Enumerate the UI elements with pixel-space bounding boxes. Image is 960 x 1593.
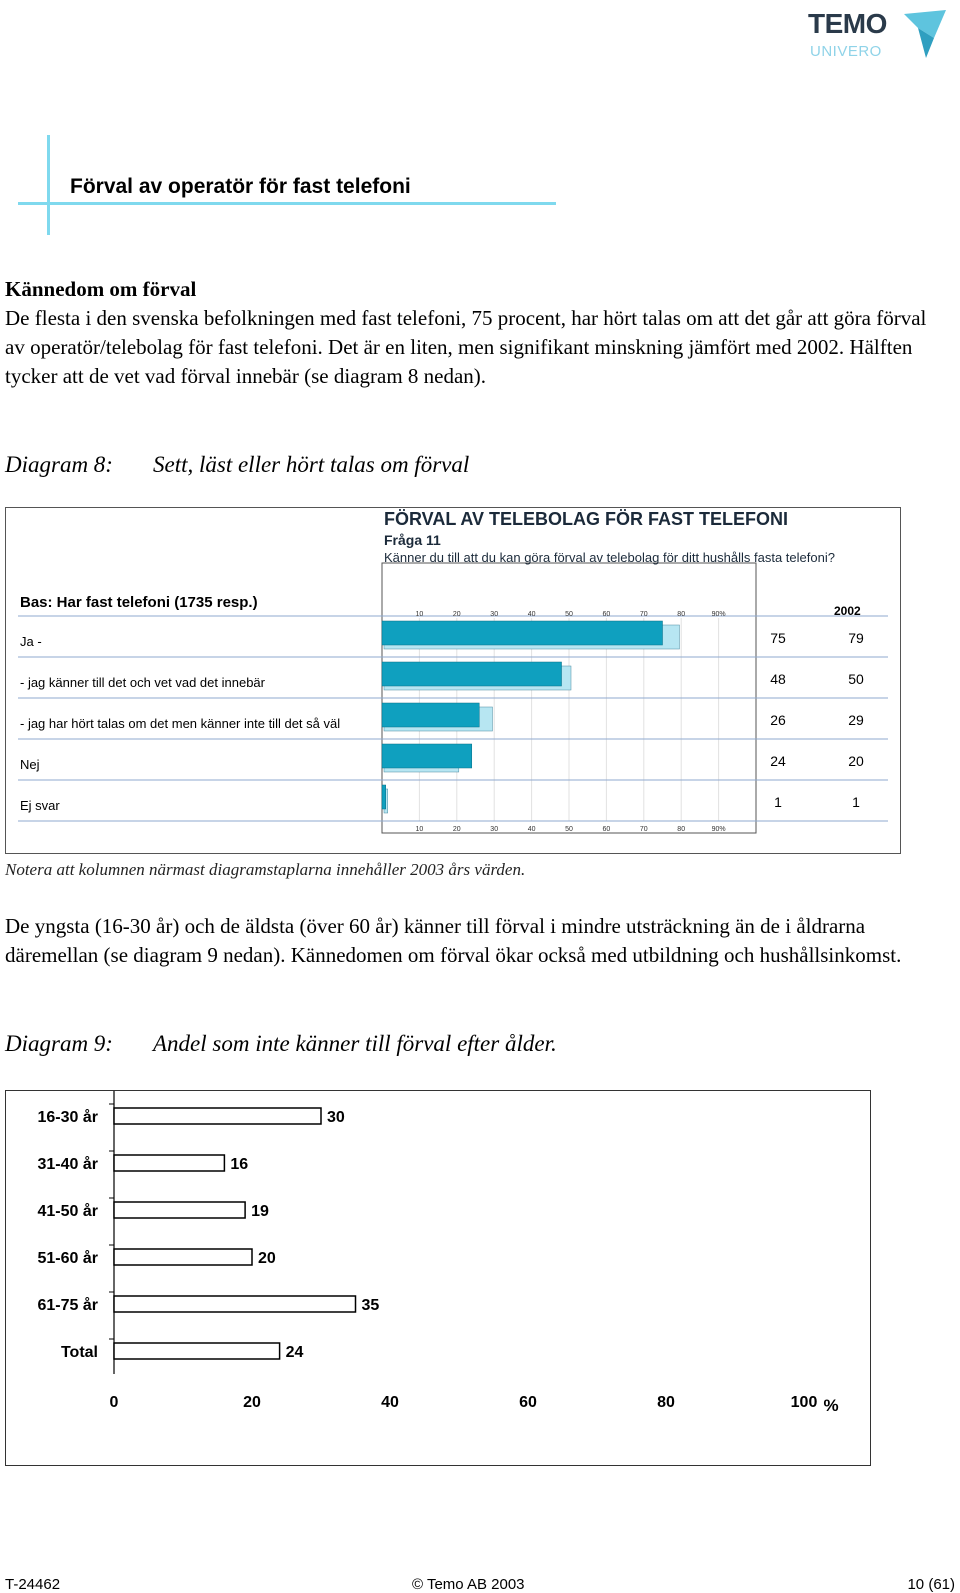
age-paragraph: De yngsta (16-30 år) och de äldsta (över 60 år) känner till förval i mindre utsträckning än de i åldrarna däremellan (se diagram 9 nedan). Kännedomen om förval ökar också med utbildning och hushållsinkomst. bbox=[5, 914, 902, 967]
chart2-bar bbox=[114, 1296, 356, 1312]
section-heading: Kännedom om förval bbox=[5, 277, 197, 301]
chart2-category-label: 61-75 år bbox=[37, 1297, 98, 1314]
chart2-category-label: Total bbox=[60, 1344, 98, 1361]
diagram8-chart bbox=[5, 507, 901, 854]
footer-page-number: 10 (61) bbox=[907, 1576, 955, 1593]
chart1-subtitle: Fråga 11 bbox=[384, 532, 441, 548]
chart1-tick-bottom: 30 bbox=[490, 826, 499, 833]
chart1-value-2003: 24 bbox=[770, 753, 786, 769]
chart2-tick-label: 20 bbox=[243, 1394, 261, 1411]
chart1-question: Känner du till att du kan göra förval av telebolag för ditt hushålls fasta telefoni? bbox=[384, 550, 835, 565]
chart1-value-2003: 48 bbox=[770, 671, 786, 687]
footer-report-id: T-24462 bbox=[5, 1576, 61, 1593]
chart1-col-header-2002: 2002 bbox=[834, 604, 861, 618]
chart2-value-label: 30 bbox=[327, 1109, 345, 1126]
chart2-tick-label: 60 bbox=[519, 1394, 537, 1411]
chart1-value-2002: 50 bbox=[848, 671, 864, 687]
title-accent-horizontal bbox=[18, 202, 556, 205]
chart1-value-2003: 26 bbox=[770, 712, 786, 728]
temo-logo bbox=[808, 8, 958, 64]
chart1-tick-top: 30 bbox=[490, 611, 499, 618]
chart2-tick-label: 0 bbox=[109, 1394, 119, 1411]
chart1-category-label: - jag har hört talas om det men känner inte till det så väl bbox=[20, 716, 341, 731]
chart1-bar-2003 bbox=[382, 662, 562, 686]
chart2-bar bbox=[114, 1343, 280, 1359]
chart2-value-label: 20 bbox=[258, 1250, 276, 1267]
intro-paragraph: De flesta i den svenska befolkningen med fast telefoni, 75 procent, har hört talas om att det går att göra förval av operatör/telebolag för fast telefoni. Det är en liten, men signifikant minskning jämfört med 2002. Hälften tycker att de vet vad förval innebär (se diagram 8 nedan). bbox=[5, 306, 927, 388]
chart1-bar-2003 bbox=[382, 785, 386, 809]
chart2-value-label: 16 bbox=[230, 1156, 249, 1173]
chart2-bar bbox=[114, 1155, 224, 1171]
chart1-tick-bottom: 60 bbox=[602, 826, 611, 833]
chart1-tick-top: 50 bbox=[565, 611, 573, 618]
diagram9-chart bbox=[5, 1090, 871, 1466]
chart1-value-2002: 29 bbox=[848, 712, 864, 728]
chart2-category-label: 31-40 år bbox=[37, 1156, 98, 1173]
logo-wordmark: TEMO bbox=[808, 8, 887, 39]
diagram8-caption: Sett, läst eller hört talas om förval bbox=[153, 452, 470, 477]
chart2-value-label: 35 bbox=[361, 1297, 380, 1314]
chart1-base: Bas: Har fast telefoni (1735 resp.) bbox=[20, 594, 258, 611]
chart1-bar-2003 bbox=[382, 703, 479, 727]
chart2-bar bbox=[114, 1249, 252, 1265]
logo-subtitle: UNIVERO bbox=[810, 43, 882, 60]
chart1-category-label: - jag känner till det och vet vad det innebär bbox=[20, 675, 265, 690]
chart1-category-label: Nej bbox=[20, 757, 40, 772]
chart1-tick-bottom: 10 bbox=[415, 826, 424, 833]
chart1-value-2002: 1 bbox=[852, 794, 860, 810]
chart1-tick-top: 40 bbox=[527, 611, 536, 618]
chart2-category-label: 51-60 år bbox=[37, 1250, 98, 1267]
title-accent-vertical bbox=[47, 135, 50, 235]
chart1-tick-top: 10 bbox=[415, 611, 424, 618]
chart1-tick-top: 20 bbox=[452, 611, 461, 618]
chart2-value-label: 19 bbox=[251, 1203, 269, 1220]
chart2-tick-label: 40 bbox=[381, 1394, 399, 1411]
chart2-tick-label: 100 bbox=[790, 1394, 818, 1411]
chart1-tick-bottom: 20 bbox=[452, 826, 461, 833]
diagram8-label: Diagram 8: bbox=[5, 452, 113, 477]
chart-note: Notera att kolumnen närmast diagramstaplarna innehåller 2003 års värden. bbox=[5, 860, 526, 879]
chart1-value-2002: 20 bbox=[848, 753, 864, 769]
chart2-category-label: 41-50 år bbox=[37, 1203, 98, 1220]
chart1-tick-top: 60 bbox=[602, 611, 611, 618]
logo-mark-icon bbox=[900, 8, 952, 60]
chart2-category-label: 16-30 år bbox=[37, 1109, 98, 1126]
chart1-category-label: Ej svar bbox=[20, 798, 60, 813]
diagram9-caption: Andel som inte känner till förval efter ålder. bbox=[153, 1031, 557, 1056]
chart2-unit-label: % bbox=[823, 1396, 839, 1415]
chart1-category-label: Ja - bbox=[20, 634, 42, 649]
chart2-bar bbox=[114, 1202, 245, 1218]
chart1-value-2003: 1 bbox=[774, 794, 782, 810]
chart1-tick-bottom: 50 bbox=[565, 826, 573, 833]
chart1-title: FÖRVAL AV TELEBOLAG FÖR FAST TELEFONI bbox=[384, 509, 789, 529]
chart1-tick-top: 90% bbox=[711, 611, 726, 618]
chart1-value-2002: 79 bbox=[848, 630, 864, 646]
chart1-tick-top: 70 bbox=[639, 611, 648, 618]
chart1-tick-top: 80 bbox=[677, 611, 686, 618]
chart1-bar-2003 bbox=[382, 621, 663, 645]
chart1-tick-bottom: 90% bbox=[711, 826, 726, 833]
chart2-tick-label: 80 bbox=[657, 1394, 675, 1411]
chart2-bar bbox=[114, 1108, 321, 1124]
chart2-value-label: 24 bbox=[285, 1344, 304, 1361]
page-title: Förval av operatör för fast telefoni bbox=[70, 175, 411, 198]
chart1-tick-bottom: 70 bbox=[639, 826, 648, 833]
footer-copyright: © Temo AB 2003 bbox=[412, 1576, 525, 1593]
chart1-bar-2003 bbox=[382, 744, 472, 768]
diagram9-label: Diagram 9: bbox=[5, 1031, 113, 1056]
chart1-tick-bottom: 80 bbox=[677, 826, 686, 833]
chart1-value-2003: 75 bbox=[770, 630, 786, 646]
chart1-tick-bottom: 40 bbox=[527, 826, 536, 833]
